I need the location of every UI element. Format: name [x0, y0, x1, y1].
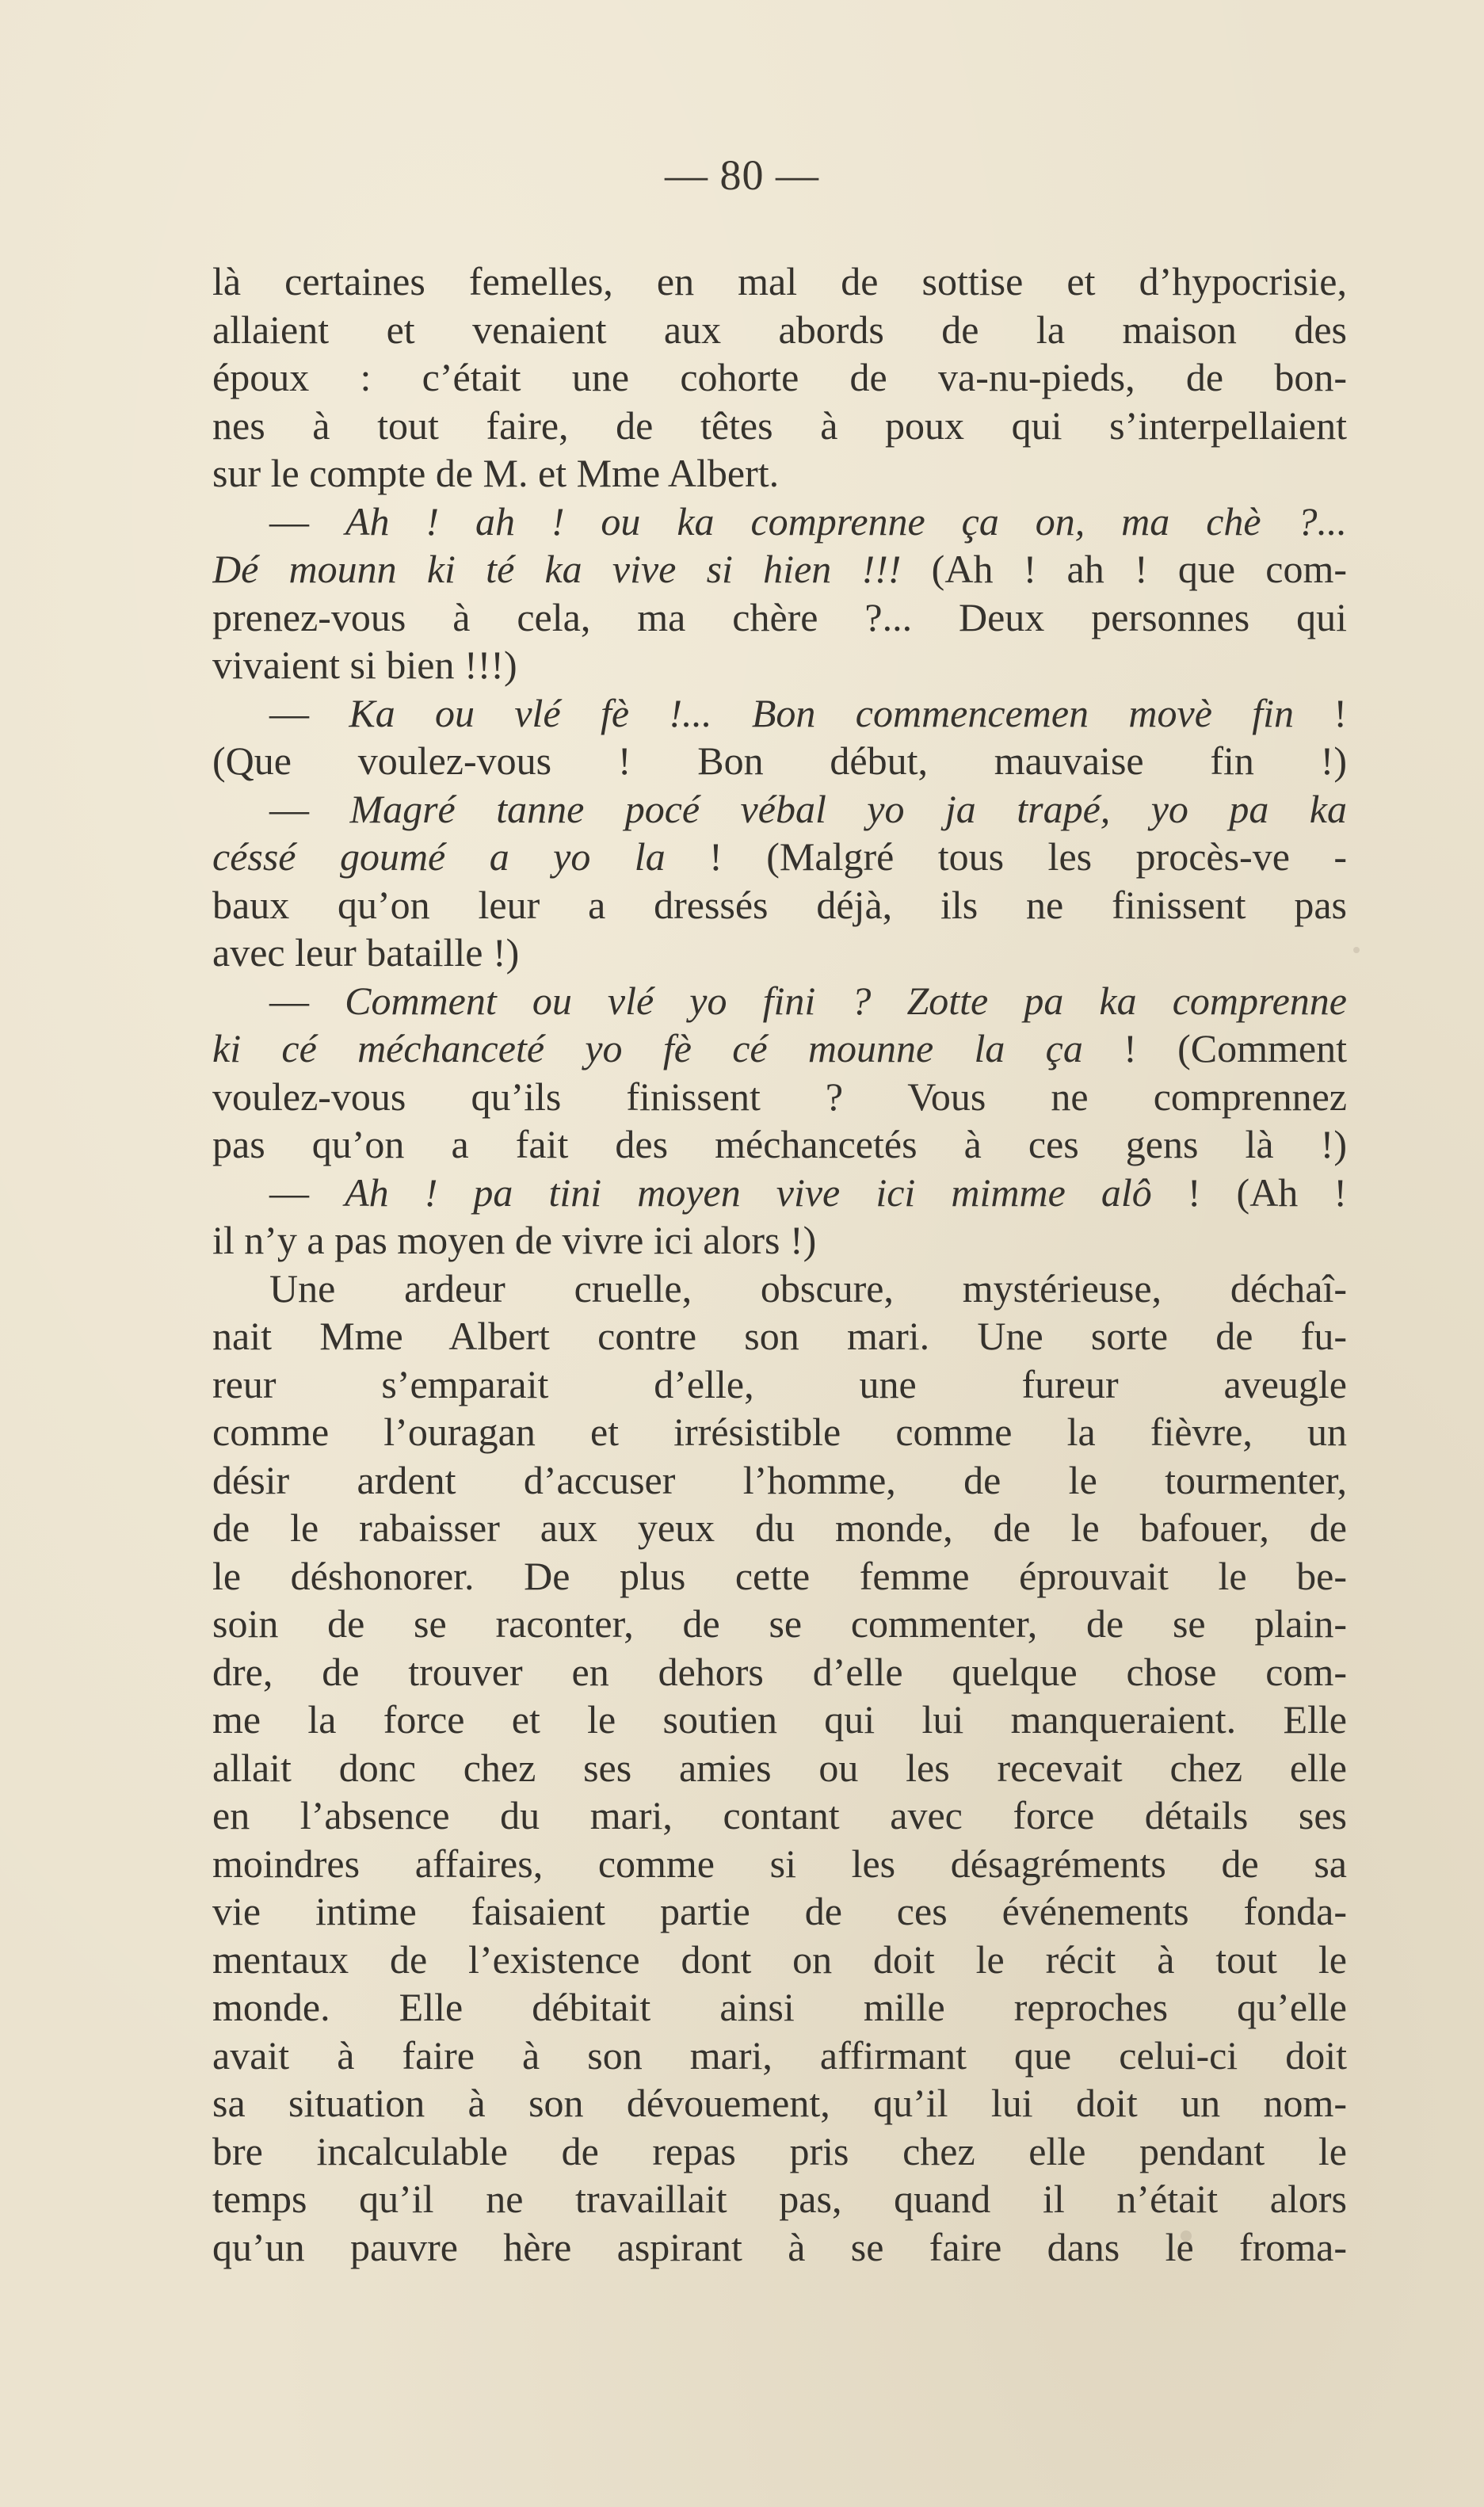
- text-line: [212, 1936, 1347, 1984]
- text-line: [212, 593, 1347, 642]
- text-line: [212, 1360, 1347, 1409]
- text-run: —: [269, 498, 345, 544]
- text-run: allaient et venaient aux abords de la maison des: [212, 307, 1347, 352]
- text-run: de le rabaisser aux yeux du monde, de le bafouer, de: [212, 1505, 1347, 1550]
- text-line: [212, 1840, 1347, 1888]
- text-line: [212, 1983, 1347, 2032]
- creole-quote: céssé goumé a yo la: [212, 834, 666, 879]
- body-text: [212, 258, 1347, 2271]
- text-run: (Que voulez-vous ! Bon début, mauvaise fin !): [212, 738, 1347, 783]
- paper-speck: [1181, 2230, 1192, 2242]
- text-line: [212, 1408, 1347, 1456]
- text-run: —: [269, 786, 350, 831]
- text-run: !: [1294, 690, 1347, 735]
- text-run: bre incalculable de repas pris chez elle pendant le: [212, 2128, 1347, 2173]
- text-run: dre, de trouver en dehors d’elle quelque chose com-: [212, 1649, 1347, 1694]
- text-line: [212, 977, 1347, 1025]
- text-run: —: [269, 690, 349, 735]
- text-line: [212, 1265, 1347, 1313]
- text-run: moindres affaires, comme si les désagréments de sa: [212, 1841, 1347, 1886]
- text-line: [212, 258, 1347, 306]
- text-line: [212, 402, 1347, 450]
- text-run: qu’un pauvre hère aspirant à se faire dans le froma-: [212, 2224, 1347, 2269]
- text-line: [212, 1073, 1347, 1121]
- text-line: [212, 929, 1347, 977]
- text-line: [212, 1216, 1347, 1265]
- text-run: désir ardent d’accuser l’homme, de le tourmenter,: [212, 1457, 1347, 1502]
- text-line: [212, 1792, 1347, 1840]
- text-run: (Ah ! ah ! que com-: [901, 547, 1347, 591]
- text-run: —: [269, 1170, 345, 1215]
- text-line: [212, 449, 1347, 498]
- page-number: — 80 —: [665, 151, 819, 199]
- text-line: [212, 353, 1347, 402]
- text-run: il n’y a pas moyen de vivre ici alors !): [212, 1218, 817, 1262]
- text-line: [212, 1169, 1347, 1217]
- text-run: vie intime faisaient partie de ces événements fonda-: [212, 1889, 1347, 1933]
- text-run: là certaines femelles, en mal de sottise et d’hypocrisie,: [212, 259, 1347, 303]
- text-line: [212, 1120, 1347, 1169]
- text-run: comme l’ouragan et irrésistible comme la fièvre, un: [212, 1410, 1347, 1454]
- text-run: soin de se raconter, de se commenter, de se plain-: [212, 1601, 1347, 1646]
- text-run: baux qu’on leur a dressés déjà, ils ne finissent pas: [212, 882, 1347, 927]
- text-line: [212, 498, 1347, 546]
- text-line: [212, 2079, 1347, 2127]
- text-line: [212, 1696, 1347, 1744]
- text-run: —: [269, 978, 345, 1023]
- text-run: nait Mme Albert contre son mari. Une sorte de fu-: [212, 1314, 1347, 1358]
- text-line: [212, 1504, 1347, 1552]
- creole-quote: ki cé méchanceté yo fè cé mounne la ça: [212, 1026, 1083, 1070]
- paper-speck: [650, 852, 654, 857]
- creole-quote: Magré tanne pocé vébal yo ja trapé, yo pa ka: [349, 786, 1347, 831]
- text-run: ! (Comment: [1082, 1026, 1347, 1070]
- text-line: [212, 881, 1347, 929]
- creole-quote: Ah ! pa tini moyen vive ici mimme alô: [345, 1170, 1152, 1215]
- paper-speck: [1353, 947, 1360, 953]
- text-line: [212, 2175, 1347, 2223]
- text-run: allait donc chez ses amies ou les recevait chez elle: [212, 1745, 1347, 1790]
- text-line: [212, 1600, 1347, 1648]
- text-line: [212, 1887, 1347, 1936]
- text-line: [212, 1025, 1347, 1073]
- creole-quote: Comment ou vlé yo fini ? Zotte pa ka comprenne: [345, 978, 1347, 1023]
- text-line: [212, 545, 1347, 593]
- text-run: pas qu’on a fait des méchancetés à ces gens là !): [212, 1122, 1347, 1166]
- text-line: [212, 1456, 1347, 1505]
- text-run: sa situation à son dévouement, qu’il lui doit un nom-: [212, 2081, 1347, 2125]
- text-line: [212, 1744, 1347, 1792]
- text-run: ! (Ah !: [1151, 1170, 1347, 1215]
- creole-quote: Dé mounn ki té ka vive si hien !!!: [212, 547, 902, 591]
- text-run: monde. Elle débitait ainsi mille reproches qu’elle: [212, 1985, 1347, 2029]
- text-run: sur le compte de M. et Mme Albert.: [212, 451, 780, 495]
- text-line: [212, 641, 1347, 689]
- text-run: temps qu’il ne travaillait pas, quand il n’était alors: [212, 2177, 1347, 2221]
- text-line: [212, 306, 1347, 354]
- text-run: le déshonorer. De plus cette femme éprouvait le be-: [212, 1553, 1347, 1598]
- text-run: époux : c’était une cohorte de va-nu-pieds, de bon-: [212, 355, 1347, 399]
- text-line: [212, 833, 1347, 881]
- text-line: [212, 2032, 1347, 2080]
- text-line: [212, 785, 1347, 834]
- text-line: [212, 2127, 1347, 2176]
- text-run: Une ardeur cruelle, obscure, mystérieuse, déchaî-: [269, 1265, 1347, 1311]
- text-line: [212, 1312, 1347, 1360]
- text-run: reur s’emparait d’elle, une fureur aveugle: [212, 1361, 1347, 1406]
- text-run: me la force et le soutien qui lui manqueraient. Elle: [212, 1697, 1347, 1742]
- text-run: avait à faire à son mari, affirmant que celui-ci doit: [212, 2032, 1347, 2078]
- text-line: [212, 2223, 1347, 2272]
- text-line: [212, 737, 1347, 785]
- text-line: [212, 689, 1347, 738]
- text-run: vivaient si bien !!!): [212, 643, 517, 687]
- text-run: voulez-vous qu’ils finissent ? Vous ne comprennez: [212, 1074, 1347, 1119]
- text-line: [212, 1552, 1347, 1601]
- creole-quote: Ka ou vlé fè !... Bon commencemen movè fin: [349, 690, 1295, 735]
- text-run: avec leur bataille !): [212, 930, 520, 975]
- text-run: en l’absence du mari, contant avec force détails ses: [212, 1793, 1347, 1837]
- text-run: ! (Malgré tous les procès-ve -: [665, 834, 1347, 879]
- text-line: [212, 1648, 1347, 1696]
- creole-quote: Ah ! ah ! ou ka comprenne ça on, ma chè ?...: [345, 498, 1347, 544]
- text-run: nes à tout faire, de têtes à poux qui s’interpellaient: [212, 403, 1347, 448]
- text-run: mentaux de l’existence dont on doit le récit à tout le: [212, 1937, 1347, 1982]
- text-run: prenez-vous à cela, ma chère ?... Deux personnes qui: [212, 594, 1347, 639]
